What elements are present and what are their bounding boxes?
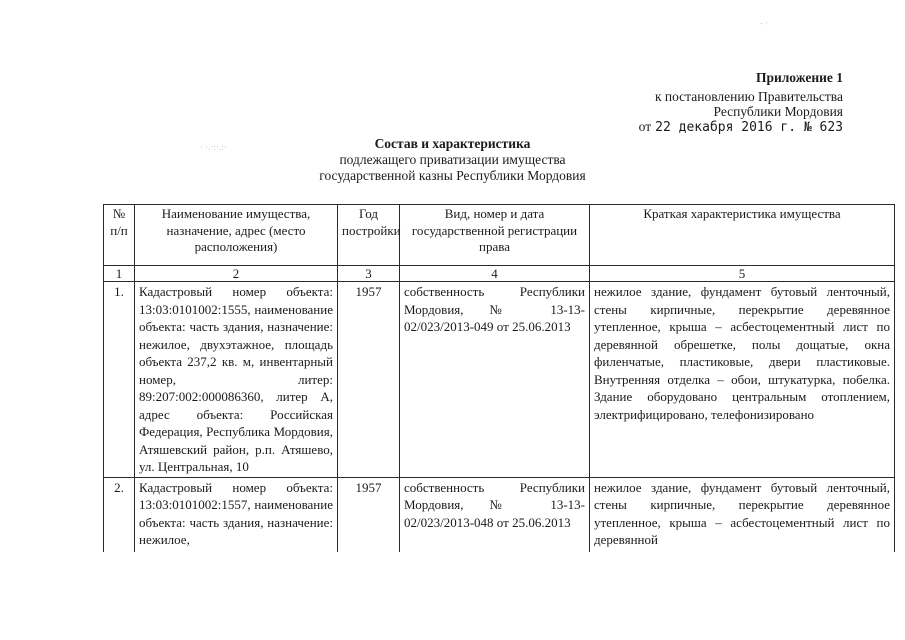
row-number: 1. (104, 282, 135, 478)
document-subtitle-1: подлежащего приватизации имущества (339, 152, 566, 167)
property-name: Кадастровый номер объекта: 13:03:0101002:1555, наименование объекта: часть здания, назначение: нежилое, двухэтажное, площадь объекта 237,2 кв. м, инвентарный номер, литер: 89:207:002:000086360, литер А, адрес объекта: Российская Федерация, Республика Мордовия, Атяшевский район, р.п. Атяшево, ул. Центральная, 10 (135, 282, 338, 478)
annex-date-prefix: от (638, 119, 652, 134)
column-number: 2 (135, 266, 338, 282)
annex-date: 22 декабря 2016 г. № 623 (655, 120, 843, 135)
header-registration: Вид, номер и дата государственной регистрации права (400, 205, 590, 266)
column-number: 4 (400, 266, 590, 282)
header-num: № п/п (104, 205, 135, 266)
annex-line-2: Республики Мордовия (713, 104, 843, 119)
column-number: 5 (590, 266, 895, 282)
annex-line-1: к постановлению Правительства (654, 89, 843, 104)
construction-year: 1957 (338, 477, 400, 552)
header-name: Наименование имущества, назначение, адрес (место расположения) (135, 205, 338, 266)
row-number: 2. (104, 477, 135, 552)
document-title-block (0, 136, 905, 184)
annex-title: Приложение 1 (755, 70, 843, 85)
column-number-row (104, 266, 895, 282)
column-number: 3 (338, 266, 400, 282)
property-table (103, 204, 895, 552)
scan-noise: · ·.·:·.:· (200, 142, 227, 152)
column-number: 1 (104, 266, 135, 282)
registration-info: собственность Республики Мордовия, № 13-13-02/023/2013-049 от 25.06.2013 (400, 282, 590, 478)
construction-year: 1957 (338, 282, 400, 478)
header-description: Краткая характеристика имущества (590, 205, 895, 266)
document-subtitle-2: государственной казны Республики Мордовия (319, 168, 586, 183)
property-description: нежилое здание, фундамент бутовый ленточный, стены кирпичные, перекрытие деревянное утепленное, крыша – асбестоцементный лист по деревянной обрешетке, полы дощатые, окна филенчатые, пластиковые, двери пластиковые. Внутренняя отделка – обои, штукатурка, побелка. Здание оборудовано центральным отоплением, электрифицировано, телефонизировано (590, 282, 895, 478)
registration-info: собственность Республики Мордовия, № 13-13-02/023/2013-048 от 25.06.2013 (400, 477, 590, 552)
property-name: Кадастровый номер объекта: 13:03:0101002:1557, наименование объекта: часть здания, назначение: нежилое, (135, 477, 338, 552)
annex-block (563, 70, 843, 135)
header-year: Год постройки (338, 205, 400, 266)
table-header-row (104, 205, 895, 266)
table-row (104, 282, 895, 478)
document-title: Состав и характеристика (374, 136, 531, 151)
property-description: нежилое здание, фундамент бутовый ленточный, стены кирпичные, перекрытие деревянное утепленное, крыша – асбестоцементный лист по деревянной (590, 477, 895, 552)
annex-date-line (563, 119, 843, 135)
scan-noise: - · (760, 18, 769, 28)
table-row (104, 477, 895, 552)
